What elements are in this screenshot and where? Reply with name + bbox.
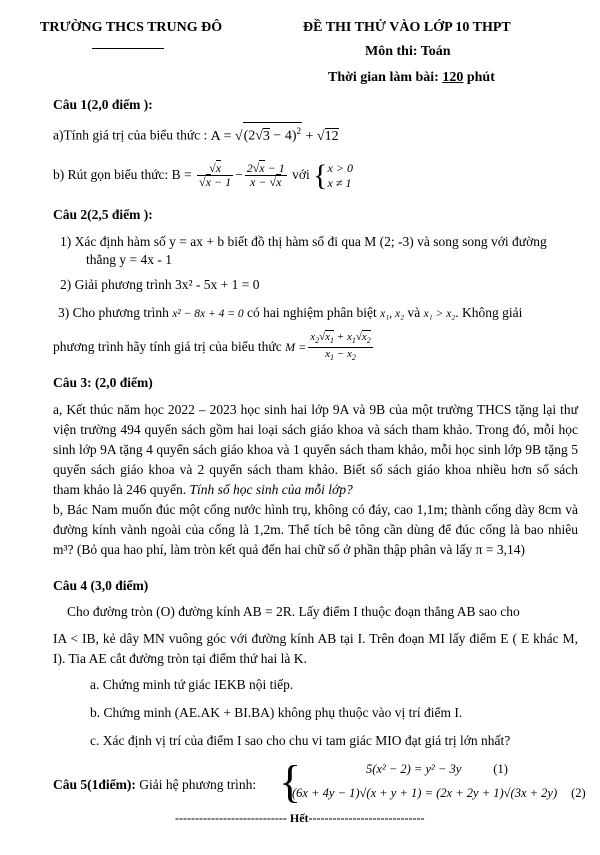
q2-p1-line1: 1) Xác định hàm số y = ax + b biết đồ thị hàm số đi qua M (2; -3) và song song với đường: [60, 234, 547, 249]
end-dashes-left: ----------------------------: [175, 811, 287, 825]
end-dashes-right: -----------------------------: [308, 811, 425, 825]
q2-p1-line2: thẳng y = 4x - 1: [86, 252, 172, 267]
q2-p3-text-a: 3) Cho phương trình: [58, 305, 173, 320]
q2-p3-expr: $\frac{x_2√x_1 + x_1√x_2}{x_1 - x_2}$: [310, 331, 371, 363]
q3-part-b: b, Bác Nam muốn đúc một cống nước hình trụ, không có đáy, cao 1,1m; thành cống dày 8cm và đường kính vành ngoài của cống là 1,2m. Thể tích bê tông cần dùng để đúc cống là bao nhiêu m³? (Bỏ qua hao phí, làm tròn kết quả đến hai chữ số ở phần thập phân và lấy π = 3,14): [53, 502, 578, 557]
time-prefix: Thời gian làm bài:: [328, 70, 443, 85]
q4-heading: Câu 4 (3,0 điểm): [53, 578, 149, 593]
exam-title: ĐỀ THI THỬ VÀO LỚP 10 THPT: [303, 20, 511, 35]
q3-a-question: Tính số học sinh của mỗi lớp?: [186, 482, 353, 497]
q2-p3-order: x₁ > x₂: [423, 308, 456, 320]
q5-text: Giải hệ phương trình:: [135, 777, 257, 792]
q4-part-b: b. Chứng minh (AE.AK + BI.BA) không phụ thuộc vào vị trí điểm I.: [90, 705, 463, 720]
time-suffix: phút: [463, 70, 495, 85]
q5-eq2-tag: (2): [571, 786, 586, 800]
q2-p3-line1: [58, 305, 522, 321]
q1-heading: Câu 1(2,0 điểm ):: [53, 97, 153, 112]
q4-part-a: a. Chứng minh tứ giác IEKB nội tiếp.: [90, 677, 294, 692]
q1-part-b: b) Rút gọn biểu thức: B = $\frac{√x}{√x - 1}$ − $\frac{2√x - 1}{x - √x}$ với { x > 0 x ≠ 1: [53, 158, 353, 192]
q4-intro-line2: IA < IB, kẻ dây MN vuông góc với đường kính AB tại I. Trên đoạn MI lấy điểm E ( E khác M, I). Tia AE cắt đường tròn tại điểm thứ hai là K.: [53, 631, 578, 666]
q5-eq1-text: 5(x² − 2) = y² − 3y: [366, 762, 462, 776]
q2-p2: 2) Giải phương trình 3x² - 5x + 1 = 0: [60, 277, 260, 292]
exam-time: [328, 70, 495, 86]
q1-b-cond1: x > 0: [327, 160, 353, 175]
end-text: Hết: [286, 811, 309, 825]
q1-b-brace: {: [313, 158, 328, 192]
q1-b-frac1: $\frac{√x}{√x - 1}$: [199, 161, 232, 190]
q2-p3-text-c: . Không giải: [455, 305, 523, 320]
q1-b-frac2: $\frac{2√x - 1}{x - √x}$: [246, 161, 285, 190]
q5-prompt: [53, 777, 256, 793]
q5-eq2: [292, 786, 586, 801]
q3-a-text: a, Kết thúc năm học 2022 – 2023 học sinh hai lớp 9A và 9B của một trường THCS tặng lại thư viện trường 494 quyển sách gồm hai loại sách giáo khoa và sách tham khảo. Trong đó, mỗi học sinh lớp 9A tặng 4 quyển sách giáo khoa và 1 quyển sách tham khảo, mỗi học sinh lớp 9B tặng 5 quyển sách giáo khoa và 2 quyển sách tham khảo. Biết số sách giáo khoa nhiều hơn số sách tham khảo là 246 quyển.: [53, 402, 578, 497]
q5-eq1: [366, 762, 508, 777]
q1-b-text: b) Rút gọn biểu thức: B =: [53, 167, 196, 182]
q5-eq2-text: (6x + 4y − 1)√(x + y + 1) = (2x + 2y + 1)√(3x + 2y): [292, 786, 558, 800]
q2-p3-text-b: có hai nghiệm phân biệt: [243, 305, 381, 320]
q2-p3-and: và: [404, 305, 424, 320]
q4-part-c: c. Xác định vị trí của điểm I sao cho chu vi tam giác MIO đạt giá trị lớn nhất?: [90, 733, 511, 748]
q1-b-cond2: x ≠ 1: [327, 175, 352, 190]
q3-part-a: [53, 400, 578, 500]
q5-eq1-tag: (1): [493, 762, 508, 776]
q5-heading: Câu 5(1điểm):: [53, 777, 136, 792]
q2-p3-equation: x² − 8x + 4 = 0: [172, 308, 244, 320]
time-value: 120: [442, 70, 464, 85]
q2-p3-line2: [53, 330, 375, 364]
q4-intro-line1: Cho đường tròn (O) đường kính AB = 2R. Lấy điểm I thuộc đoạn thẳng AB sao cho: [67, 604, 520, 619]
header-divider: [92, 48, 164, 49]
exam-subject: Môn thi: Toán: [365, 44, 451, 59]
q3-heading: Câu 3: (2,0 điểm): [53, 375, 153, 390]
q1-a-formula: $A = √(2√3 - 4)^2 + √12$: [211, 129, 339, 144]
q1-a-text: a)Tính giá trị của biểu thức :: [53, 127, 211, 143]
q2-p3-m-label: M =: [285, 340, 307, 354]
q2-p3-line2-text: phương trình hãy tính giá trị của biểu thức: [53, 339, 286, 354]
q1-part-a: [53, 122, 339, 146]
school-name: TRƯỜNG THCS TRUNG ĐÔ: [40, 20, 223, 35]
q2-heading: Câu 2(2,5 điểm ):: [53, 207, 153, 222]
q5-system-brace: {: [279, 756, 302, 807]
end-marker: [175, 811, 424, 826]
q2-p3-roots: x₁, x₂: [380, 308, 405, 320]
q1-b-with: với: [292, 167, 314, 182]
